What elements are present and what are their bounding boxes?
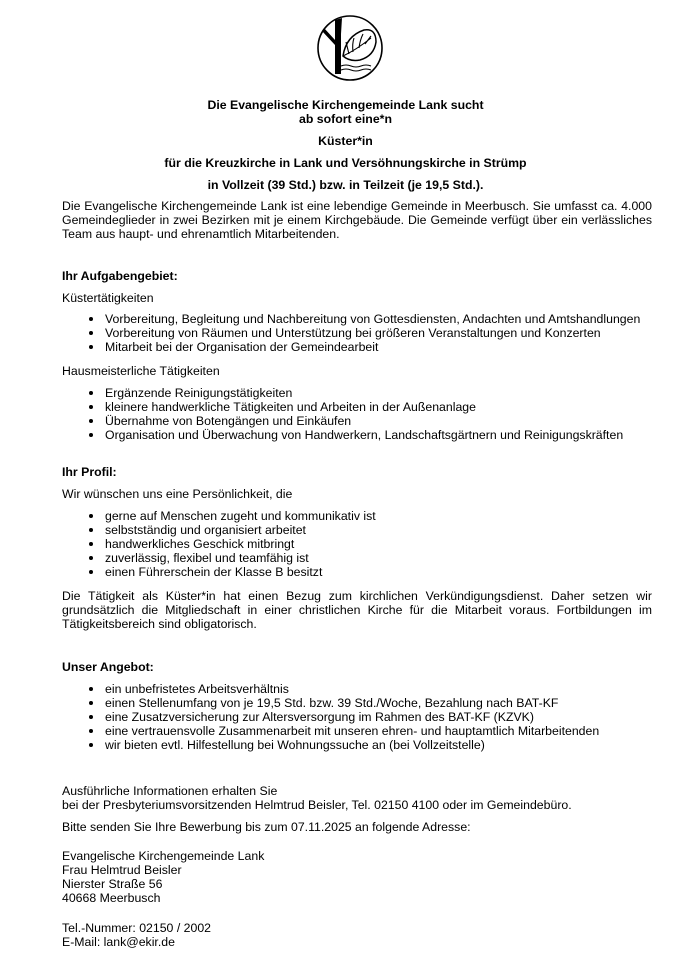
bullet-icon (89, 391, 93, 395)
bullet-icon (89, 715, 93, 719)
tasks-heading: Ihr Aufgabengebiet: (62, 269, 178, 283)
bullet-icon (89, 687, 93, 691)
address-org: Evangelische Kirchengemeinde Lank (62, 849, 265, 863)
bullet-icon (89, 556, 93, 560)
application-deadline: Bitte senden Sie Ihre Bewerbung bis zum 07.11.2025 an folgende Adresse: (62, 820, 471, 834)
list-item: ein unbefristetes Arbeitsverhältnis (62, 682, 662, 696)
address-street: Nierster Straße 56 (62, 877, 163, 891)
hours-line: in Vollzeit (39 Std.) bzw. in Teilzeit (je 19,5 Std.). (207, 178, 484, 192)
list-item: gerne auf Menschen zugeht und kommunikativ ist (62, 509, 662, 523)
tasks-group-2-list (62, 386, 662, 442)
phone-number: Tel.-Nummer: 02150 / 2002 (62, 921, 212, 935)
profile-list (62, 509, 662, 579)
bullet-icon (89, 701, 93, 705)
list-item: Organisation und Überwachung von Handwerkern, Landschaftsgärtnern und Reinigungskräften (62, 428, 662, 442)
bullet-icon (89, 542, 93, 546)
list-item: Übernahme von Botengängen und Einkäufen (62, 414, 662, 428)
email-address[interactable]: E-Mail: lank@ekir.de (62, 935, 175, 949)
list-item: Vorbereitung von Räumen und Unterstützung bei größeren Veranstaltungen und Konzerten (62, 326, 662, 340)
tasks-group-1-list (62, 312, 662, 354)
address-person: Frau Helmtrud Beisler (62, 863, 182, 877)
intro-paragraph: Die Evangelische Kirchengemeinde Lank ist eine lebendige Gemeinde in Meerbusch. Sie umfasst ca. 4.000 Gemeindeglieder in zwei Bezirken mit je einem Kirchgebäude. Die Gemeinde verfügt über ein verlässliches Team aus haupt- und ehrenamtlich Mitarbeitenden. (62, 199, 652, 241)
bullet-icon (89, 419, 93, 423)
bullet-icon (89, 405, 93, 409)
list-item: handwerkliches Geschick mitbringt (62, 537, 662, 551)
list-item: kleinere handwerkliche Tätigkeiten und Arbeiten in der Außenanlage (62, 400, 662, 414)
list-item: zuverlässig, flexibel und teamfähig ist (62, 551, 662, 565)
bullet-icon (89, 514, 93, 518)
profile-lead: Wir wünschen uns eine Persönlichkeit, die (62, 487, 293, 501)
contact-info-line-2: bei der Presbyteriumsvorsitzenden Helmtrud Beisler, Tel. 02150 4100 oder im Gemeindebüro. (62, 798, 572, 812)
header-line-2: ab sofort eine*n (299, 112, 392, 126)
list-item: selbstständig und organisiert arbeitet (62, 523, 662, 537)
bullet-icon (89, 528, 93, 532)
bullet-icon (89, 743, 93, 747)
list-item: einen Führerschein der Klasse B besitzt (62, 565, 662, 579)
tasks-group-1-title: Küstertätigkeiten (62, 291, 154, 305)
profile-heading: Ihr Profil: (62, 465, 117, 479)
bullet-icon (89, 317, 93, 321)
list-item: Ergänzende Reinigungstätigkeiten (62, 386, 662, 400)
profile-note: Die Tätigkeit als Küster*in hat einen Bezug zum kirchlichen Verkündigungsdienst. Daher setzen wir grundsätzlich die Mitgliedschaft in einer christlichen Kirche für die Mitarbeit voraus. Fortbildungen im Tätigkeitsbereich sind obligatorisch. (62, 589, 652, 631)
list-item: wir bieten evtl. Hilfestellung bei Wohnungssuche an (bei Vollzeitstelle) (62, 738, 662, 752)
offer-heading: Unser Angebot: (62, 660, 154, 674)
bullet-icon (89, 570, 93, 574)
address-city: 40668 Meerbusch (62, 891, 161, 905)
bullet-icon (89, 433, 93, 437)
list-item: Mitarbeit bei der Organisation der Gemeindearbeit (62, 340, 662, 354)
position-title: Küster*in (318, 134, 373, 148)
churches-line: für die Kreuzkirche in Lank und Versöhnungskirche in Strümp (164, 156, 527, 170)
bullet-icon (89, 729, 93, 733)
list-item: eine vertrauensvolle Zusammenarbeit mit unseren ehren- und hauptamtlich Mitarbeitenden (62, 724, 662, 738)
tasks-group-2-title: Hausmeisterliche Tätigkeiten (62, 364, 220, 378)
bullet-icon (89, 331, 93, 335)
list-item: Vorbereitung, Begleitung und Nachbereitung von Gottesdiensten, Andachten und Amtshandlungen (62, 312, 662, 326)
list-item: eine Zusatzversicherung zur Altersversorgung im Rahmen des BAT-KF (KZVK) (62, 710, 662, 724)
tree-leaf-water-logo-icon (316, 14, 384, 82)
contact-info-line-1: Ausführliche Informationen erhalten Sie (62, 784, 278, 798)
list-item: einen Stellenumfang von je 19,5 Std. bzw. 39 Std./Woche, Bezahlung nach BAT-KF (62, 696, 662, 710)
header-line-1: Die Evangelische Kirchengemeinde Lank sucht (207, 98, 484, 112)
bullet-icon (89, 345, 93, 349)
offer-list (62, 682, 662, 752)
